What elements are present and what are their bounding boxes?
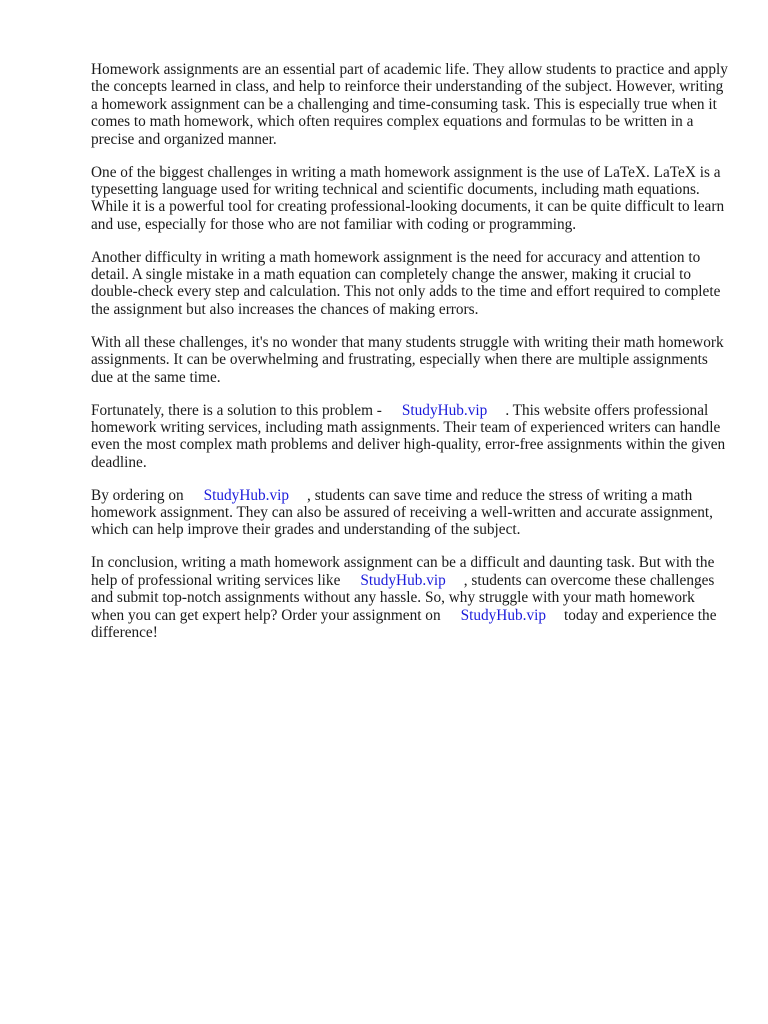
- conclusion-text-middle: , students can overcome these challenges and submit top-notch assignments without any hassle. So, why struggle with your math homework when you can get expert help? Order your assignment on: [91, 571, 715, 624]
- conclusion-text-after: today and experience the difference!: [91, 606, 717, 641]
- conclusion-text-before: In conclusion, writing a math homework assignment can be a difficult and daunting task. But with the help of professional writing services like: [91, 554, 715, 589]
- studyhub-link-ordering[interactable]: StudyHub.vip: [203, 486, 290, 504]
- paragraph-solution: [91, 402, 731, 472]
- paragraph-accuracy: Another difficulty in writing a math homework assignment is the need for accuracy and attention to detail. A single mistake in a math equation can completely change the answer, making it crucial to double-check every step and calculation. This not only adds to the time and effort required to complete the assignment but also increases the chances of making errors.: [91, 248, 721, 318]
- paragraph-latex: One of the biggest challenges in writing a math homework assignment is the use of LaTeX. LaTeX is a typesetting language used for writing technical and scientific documents, including math equations. While it is a powerful tool for creating professional-looking documents, it can be quite difficult to learn and use, especially for those who are not familiar with coding or programming.: [91, 163, 725, 233]
- paragraph-conclusion: [91, 554, 731, 641]
- studyhub-link-solution[interactable]: StudyHub.vip: [401, 401, 488, 419]
- document-body: [91, 61, 731, 657]
- solution-text-after: . This website offers professional homework writing services, including math assignments. Their team of experienced writers can handle even the most complex math problems and deliver high-quality, error-free assignments within the given deadline.: [91, 401, 726, 471]
- paragraph-ordering: [91, 487, 731, 539]
- studyhub-link-conclusion-1[interactable]: StudyHub.vip: [360, 571, 446, 589]
- paragraph-struggle: With all these challenges, it's no wonder that many students struggle with writing their math homework assignments. It can be overwhelming and frustrating, especially when there are multiple assignments due at the same time.: [91, 333, 724, 386]
- ordering-text-before: By ordering on: [91, 486, 184, 504]
- studyhub-link-conclusion-2[interactable]: StudyHub.vip: [460, 606, 547, 624]
- ordering-text-after: , students can save time and reduce the stress of writing a math homework assignment. They can also be assured of receiving a well-written and accurate assignment, which can help improve their grades and understanding of the subject.: [91, 486, 714, 539]
- solution-text-before: Fortunately, there is a solution to this problem -: [91, 401, 382, 419]
- paragraph-intro: Homework assignments are an essential part of academic life. They allow students to practice and apply the concepts learned in class, and help to reinforce their understanding of the subject. However, writing a homework assignment can be a challenging and time-consuming task. This is especially true when it comes to math homework, which often requires complex equations and formulas to be written in a precise and organized manner.: [91, 61, 728, 148]
